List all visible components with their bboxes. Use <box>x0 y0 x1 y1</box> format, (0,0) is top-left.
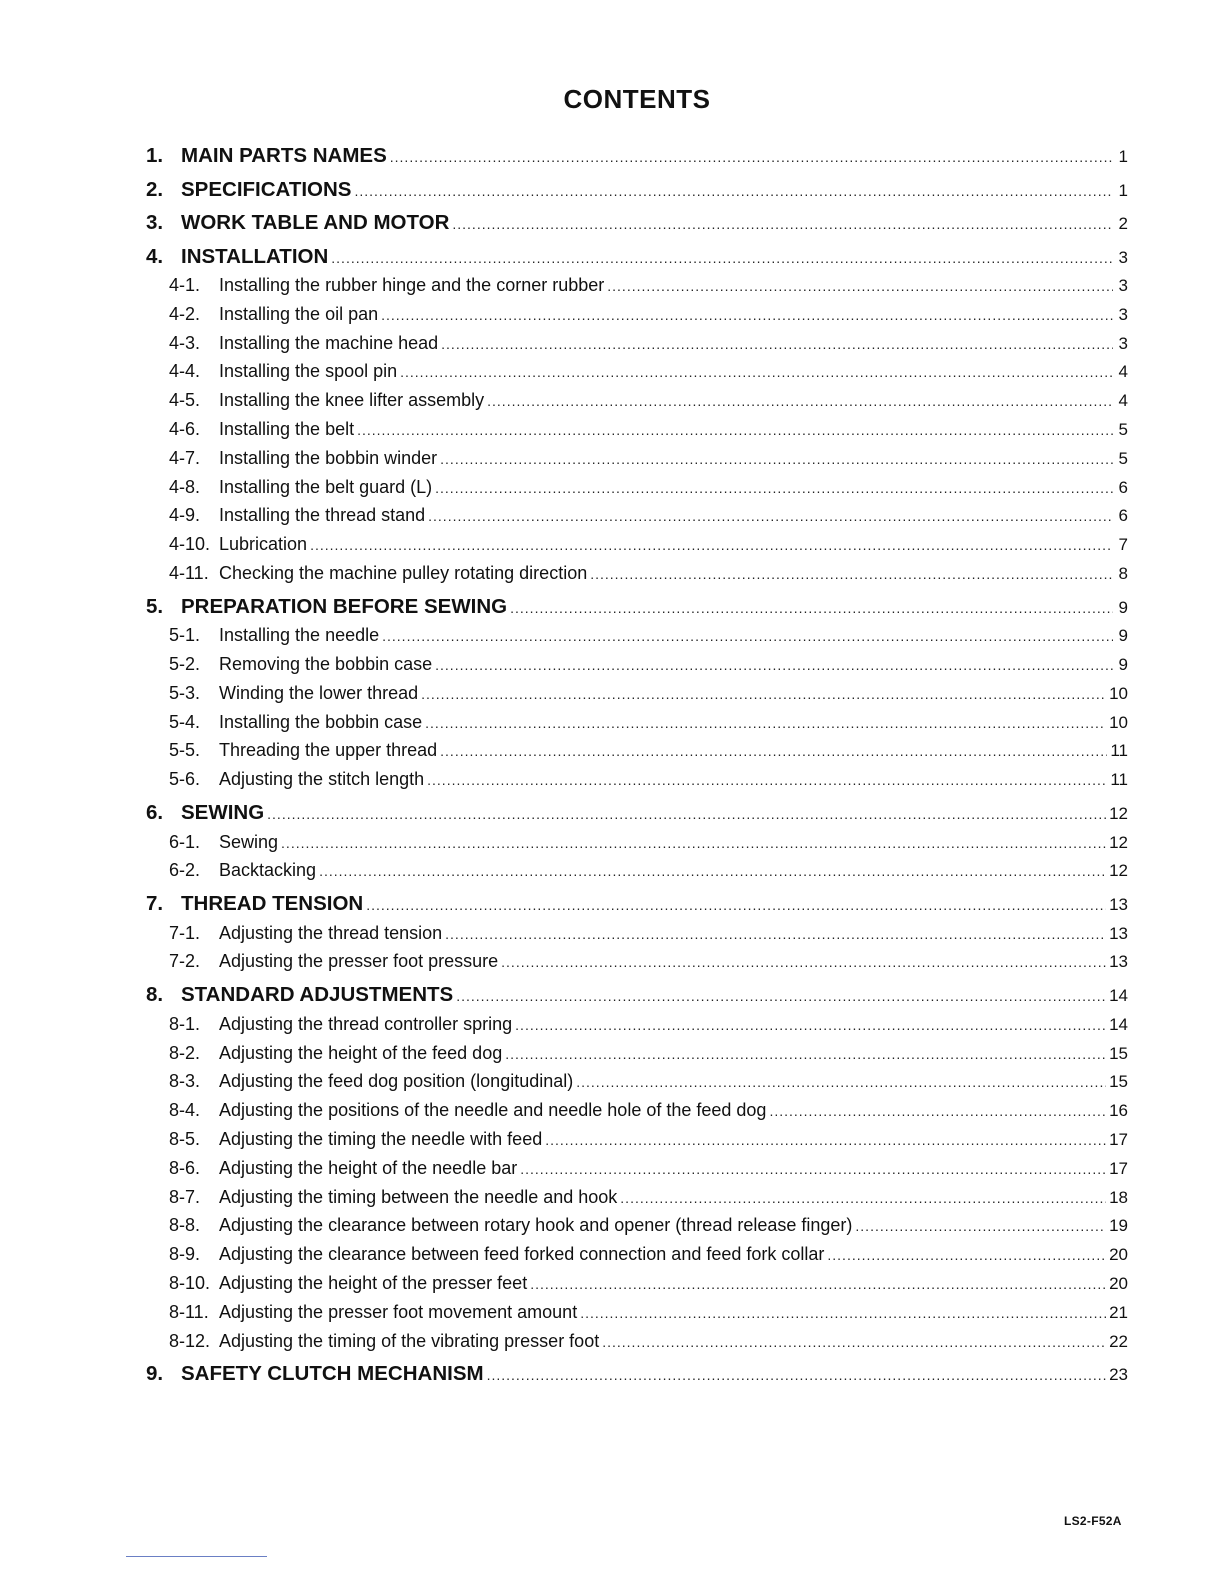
toc-entry-page: 1 <box>1118 147 1128 166</box>
toc-entry-page: 13 <box>1109 952 1128 972</box>
toc-subsection-entry <box>146 1043 1128 1072</box>
toc-entry-page: 3 <box>1118 276 1128 295</box>
dot-leader <box>281 835 1106 851</box>
toc-entry-number: 7-1. <box>169 922 201 943</box>
toc-subsection-entry <box>146 534 1128 563</box>
toc-entry-number: 8-4. <box>169 1100 201 1121</box>
toc-subsection-entry <box>146 361 1128 390</box>
dot-leader <box>827 1247 1106 1263</box>
toc-subsection-entry <box>146 390 1128 419</box>
toc-subsection-entry <box>146 1331 1128 1360</box>
toc-subsection-entry <box>146 832 1128 861</box>
dot-leader <box>487 393 1113 409</box>
toc-entry-number: 4-2. <box>169 303 201 324</box>
dot-leader <box>421 686 1106 702</box>
toc-subsection-entry <box>146 654 1128 683</box>
toc-entry-number: 4-4. <box>169 361 201 382</box>
toc-entry-number: 8-11. <box>169 1301 209 1322</box>
toc-entry-title: Installing the knee lifter assembly <box>219 390 485 411</box>
toc-entry-number: 5-3. <box>169 682 201 703</box>
toc-entry-title: Installing the machine head <box>219 332 439 353</box>
toc-entry-number: 5-4. <box>169 711 201 732</box>
dot-leader <box>580 1305 1106 1321</box>
toc-entry-number: 4-5. <box>169 390 201 411</box>
toc-entry-page: 13 <box>1109 923 1128 943</box>
toc-entry-page: 14 <box>1109 986 1128 1006</box>
toc-entry-number: 8-8. <box>169 1215 201 1236</box>
toc-entry-number: 4-7. <box>169 447 201 468</box>
toc-section-entry <box>146 175 1128 209</box>
dot-leader <box>440 451 1113 467</box>
dot-leader <box>382 628 1113 644</box>
dot-leader <box>381 307 1113 323</box>
toc-entry-title: SEWING <box>181 801 265 825</box>
toc-subsection-entry <box>146 275 1128 304</box>
toc-subsection-entry <box>146 1215 1128 1244</box>
toc-entry-number: 6-1. <box>169 831 201 852</box>
toc-entry-title: Adjusting the positions of the needle and needle hole of the feed dog <box>219 1100 767 1121</box>
toc-entry-number: 1. <box>146 144 164 167</box>
toc-entry-title: Installing the thread stand <box>219 505 426 526</box>
dot-leader <box>515 1017 1106 1033</box>
toc-entry-number: 8-6. <box>169 1157 201 1178</box>
toc-entry-title: THREAD TENSION <box>181 892 364 916</box>
toc-section-entry <box>146 208 1128 242</box>
toc-entry-number: 4-8. <box>169 476 201 497</box>
toc-entry-title: Adjusting the presser foot pressure <box>219 951 499 972</box>
toc-entry-title: Installing the oil pan <box>219 303 379 324</box>
toc-entry-title: Adjusting the timing between the needle and hook <box>219 1186 618 1207</box>
toc-entry-number: 4-9. <box>169 505 201 526</box>
toc-entry-page: 7 <box>1118 535 1128 555</box>
toc-entry-title: SAFETY CLUTCH MECHANISM <box>181 1362 484 1386</box>
dot-leader <box>310 537 1113 553</box>
toc-entry-number: 4-11. <box>169 562 209 583</box>
toc-entry-title: STANDARD ADJUSTMENTS <box>181 983 454 1007</box>
toc-subsection-entry <box>146 1273 1128 1302</box>
toc-entry-page: 17 <box>1109 1129 1128 1149</box>
toc-entry-number: 4. <box>146 244 164 268</box>
toc-entry-title: MAIN PARTS NAMES <box>181 144 387 167</box>
toc-entry-page: 9 <box>1118 655 1128 675</box>
toc-subsection-entry <box>146 951 1128 980</box>
toc-entry-number: 8-2. <box>169 1042 201 1063</box>
toc-entry-number: 8-10. <box>169 1272 211 1293</box>
toc-entry-page: 14 <box>1109 1014 1128 1034</box>
toc-subsection-entry <box>146 304 1128 333</box>
dot-leader <box>390 149 1113 165</box>
toc-entry-number: 5. <box>146 594 164 618</box>
dot-leader <box>427 772 1107 788</box>
toc-subsection-entry <box>146 1014 1128 1043</box>
toc-entry-page: 12 <box>1109 832 1128 852</box>
toc-entry-title: Checking the machine pulley rotating direction <box>219 562 588 583</box>
toc-entry-page: 13 <box>1109 895 1128 915</box>
toc-entry-page: 22 <box>1109 1331 1128 1351</box>
toc-subsection-entry <box>146 333 1128 362</box>
dot-leader <box>357 422 1113 438</box>
toc-entry-page: 10 <box>1109 683 1128 703</box>
dot-leader <box>445 926 1106 942</box>
toc-entry-page: 4 <box>1118 391 1128 411</box>
toc-entry-number: 9. <box>146 1362 164 1386</box>
toc-entry-title: Winding the lower thread <box>219 682 419 703</box>
toc-subsection-entry <box>146 1071 1128 1100</box>
toc-entry-title: Adjusting the timing the needle with feed <box>219 1128 543 1149</box>
toc-entry-title: Installing the bobbin winder <box>219 447 438 468</box>
toc-entry-title: Adjusting the height of the feed dog <box>219 1042 503 1063</box>
dot-leader <box>505 1046 1106 1062</box>
dot-leader <box>602 1334 1106 1350</box>
toc-entry-number: 8. <box>146 983 164 1007</box>
toc-entry-page: 12 <box>1109 804 1128 824</box>
toc-subsection-entry <box>146 1187 1128 1216</box>
toc-entry-page: 2 <box>1118 214 1128 233</box>
toc-subsection-entry <box>146 923 1128 952</box>
toc-entry-title: Installing the rubber hinge and the corner rubber <box>219 275 605 295</box>
toc-entry-title: Sewing <box>219 831 279 852</box>
toc-entry-number: 7. <box>146 892 164 916</box>
toc-entry-page: 15 <box>1109 1072 1128 1092</box>
toc-entry-title: Lubrication <box>219 534 308 555</box>
toc-entry-number: 4-3. <box>169 332 201 353</box>
toc-subsection-entry <box>146 740 1128 769</box>
toc-entry-title: Adjusting the stitch length <box>219 769 425 790</box>
toc-entry-page: 3 <box>1118 304 1128 324</box>
toc-section-entry <box>146 242 1128 276</box>
table-of-contents <box>146 141 1128 1393</box>
toc-entry-title: Adjusting the clearance between feed forked connection and feed fork collar <box>219 1244 825 1265</box>
dot-leader <box>620 1190 1106 1206</box>
document-code: LS2-F52A <box>1064 1514 1122 1528</box>
corner-rule <box>126 1556 267 1557</box>
toc-entry-title: Installing the belt guard (L) <box>219 476 433 497</box>
toc-section-entry <box>146 1359 1128 1393</box>
dot-leader <box>855 1218 1106 1234</box>
toc-entry-page: 10 <box>1109 712 1128 732</box>
toc-entry-page: 23 <box>1109 1365 1128 1385</box>
dot-leader <box>501 954 1106 970</box>
toc-entry-page: 4 <box>1118 362 1128 382</box>
toc-entry-title: Backtacking <box>219 860 317 881</box>
dot-leader <box>435 657 1113 673</box>
toc-entry-title: SPECIFICATIONS <box>181 177 352 201</box>
toc-entry-title: Adjusting the presser foot movement amount <box>219 1301 578 1322</box>
dot-leader <box>607 278 1113 294</box>
toc-entry-number: 6. <box>146 801 164 825</box>
dot-leader <box>545 1132 1106 1148</box>
toc-entry-number: 8-7. <box>169 1186 201 1207</box>
toc-entry-page: 8 <box>1118 563 1128 583</box>
dot-leader <box>435 480 1113 496</box>
toc-entry-number: 5-5. <box>169 740 201 761</box>
toc-entry-title: Adjusting the height of the needle bar <box>219 1157 518 1178</box>
toc-entry-number: 5-1. <box>169 625 201 646</box>
toc-subsection-entry <box>146 712 1128 741</box>
toc-subsection-entry <box>146 448 1128 477</box>
toc-section-entry <box>146 592 1128 626</box>
toc-entry-title: Threading the upper thread <box>219 740 438 761</box>
toc-entry-title: Adjusting the thread controller spring <box>219 1013 513 1034</box>
toc-entry-number: 5-2. <box>169 654 201 675</box>
toc-entry-page: 15 <box>1109 1043 1128 1063</box>
toc-entry-number: 3. <box>146 211 164 234</box>
toc-subsection-entry <box>146 683 1128 712</box>
toc-entry-number: 2. <box>146 177 164 201</box>
toc-entry-title: Adjusting the timing of the vibrating presser foot <box>219 1330 600 1351</box>
toc-subsection-entry <box>146 1158 1128 1187</box>
toc-section-entry <box>146 798 1128 832</box>
toc-entry-page: 17 <box>1109 1158 1128 1178</box>
toc-entry-title: Installing the belt <box>219 418 355 439</box>
toc-entry-title: Adjusting the height of the presser feet <box>219 1272 528 1293</box>
toc-entry-page: 20 <box>1109 1273 1128 1293</box>
toc-entry-number: 4-10. <box>169 534 211 555</box>
toc-entry-number: 8-9. <box>169 1244 201 1265</box>
toc-entry-page: 1 <box>1118 180 1128 200</box>
dot-leader <box>520 1161 1106 1177</box>
toc-entry-number: 8-12. <box>169 1330 211 1351</box>
dot-leader <box>354 183 1113 199</box>
dot-leader <box>590 566 1113 582</box>
toc-subsection-entry <box>146 1100 1128 1129</box>
toc-entry-title: Installing the spool pin <box>219 361 398 382</box>
toc-entry-page: 12 <box>1109 861 1128 881</box>
dot-leader <box>366 897 1106 913</box>
toc-entry-title: Installing the bobbin case <box>219 711 423 732</box>
toc-entry-page: 5 <box>1118 448 1128 468</box>
toc-entry-title: PREPARATION BEFORE SEWING <box>181 594 508 618</box>
toc-entry-number: 5-6. <box>169 769 201 790</box>
toc-entry-title: Adjusting the feed dog position (longitudinal) <box>219 1071 574 1092</box>
toc-entry-page: 9 <box>1118 626 1128 646</box>
dot-leader <box>319 863 1106 879</box>
toc-entry-number: 4-1. <box>169 275 201 295</box>
toc-subsection-entry <box>146 477 1128 506</box>
dot-leader <box>487 1367 1107 1383</box>
dot-leader <box>510 600 1113 616</box>
dot-leader <box>769 1103 1106 1119</box>
dot-leader <box>452 216 1113 232</box>
toc-subsection-entry <box>146 860 1128 889</box>
toc-subsection-entry <box>146 769 1128 798</box>
dot-leader <box>331 250 1113 266</box>
dot-leader <box>425 715 1106 731</box>
toc-entry-page: 9 <box>1118 597 1128 617</box>
toc-subsection-entry <box>146 563 1128 592</box>
toc-entry-title: Removing the bobbin case <box>219 654 433 675</box>
toc-entry-page: 19 <box>1109 1216 1128 1236</box>
toc-entry-number: 7-2. <box>169 951 201 972</box>
toc-subsection-entry <box>146 625 1128 654</box>
toc-subsection-entry <box>146 505 1128 534</box>
toc-entry-page: 21 <box>1109 1302 1128 1322</box>
toc-entry-page: 6 <box>1118 506 1128 526</box>
toc-entry-number: 8-3. <box>169 1071 201 1092</box>
toc-entry-number: 6-2. <box>169 860 201 881</box>
toc-entry-page: 16 <box>1109 1101 1128 1121</box>
toc-subsection-entry <box>146 419 1128 448</box>
toc-section-entry <box>146 980 1128 1014</box>
toc-entry-title: WORK TABLE AND MOTOR <box>181 211 450 234</box>
dot-leader <box>441 336 1113 352</box>
toc-entry-number: 4-6. <box>169 418 201 439</box>
toc-section-entry <box>146 889 1128 923</box>
toc-entry-page: 5 <box>1118 419 1128 439</box>
toc-subsection-entry <box>146 1129 1128 1158</box>
toc-subsection-entry <box>146 1302 1128 1331</box>
page-title: CONTENTS <box>563 84 711 114</box>
dot-leader <box>400 364 1113 380</box>
toc-entry-title: INSTALLATION <box>181 244 329 268</box>
toc-entry-page: 11 <box>1110 770 1128 790</box>
toc-entry-page: 6 <box>1118 477 1128 497</box>
dot-leader <box>440 743 1107 759</box>
toc-entry-number: 8-1. <box>169 1013 201 1034</box>
dot-leader <box>428 508 1113 524</box>
dot-leader <box>267 806 1106 822</box>
toc-entry-title: Installing the needle <box>219 625 380 646</box>
toc-entry-page: 3 <box>1118 247 1128 267</box>
toc-entry-page: 3 <box>1118 333 1128 353</box>
dot-leader <box>530 1276 1106 1292</box>
toc-entry-page: 11 <box>1110 741 1128 761</box>
toc-entry-page: 20 <box>1109 1245 1128 1265</box>
toc-subsection-entry <box>146 1244 1128 1273</box>
toc-entry-page: 18 <box>1109 1187 1128 1207</box>
toc-entry-number: 8-5. <box>169 1128 201 1149</box>
toc-entry-title: Adjusting the thread tension <box>219 922 443 943</box>
dot-leader <box>576 1074 1106 1090</box>
toc-section-entry <box>146 141 1128 175</box>
dot-leader <box>456 988 1106 1004</box>
toc-entry-title: Adjusting the clearance between rotary hook and opener (thread release finger) <box>219 1215 853 1236</box>
